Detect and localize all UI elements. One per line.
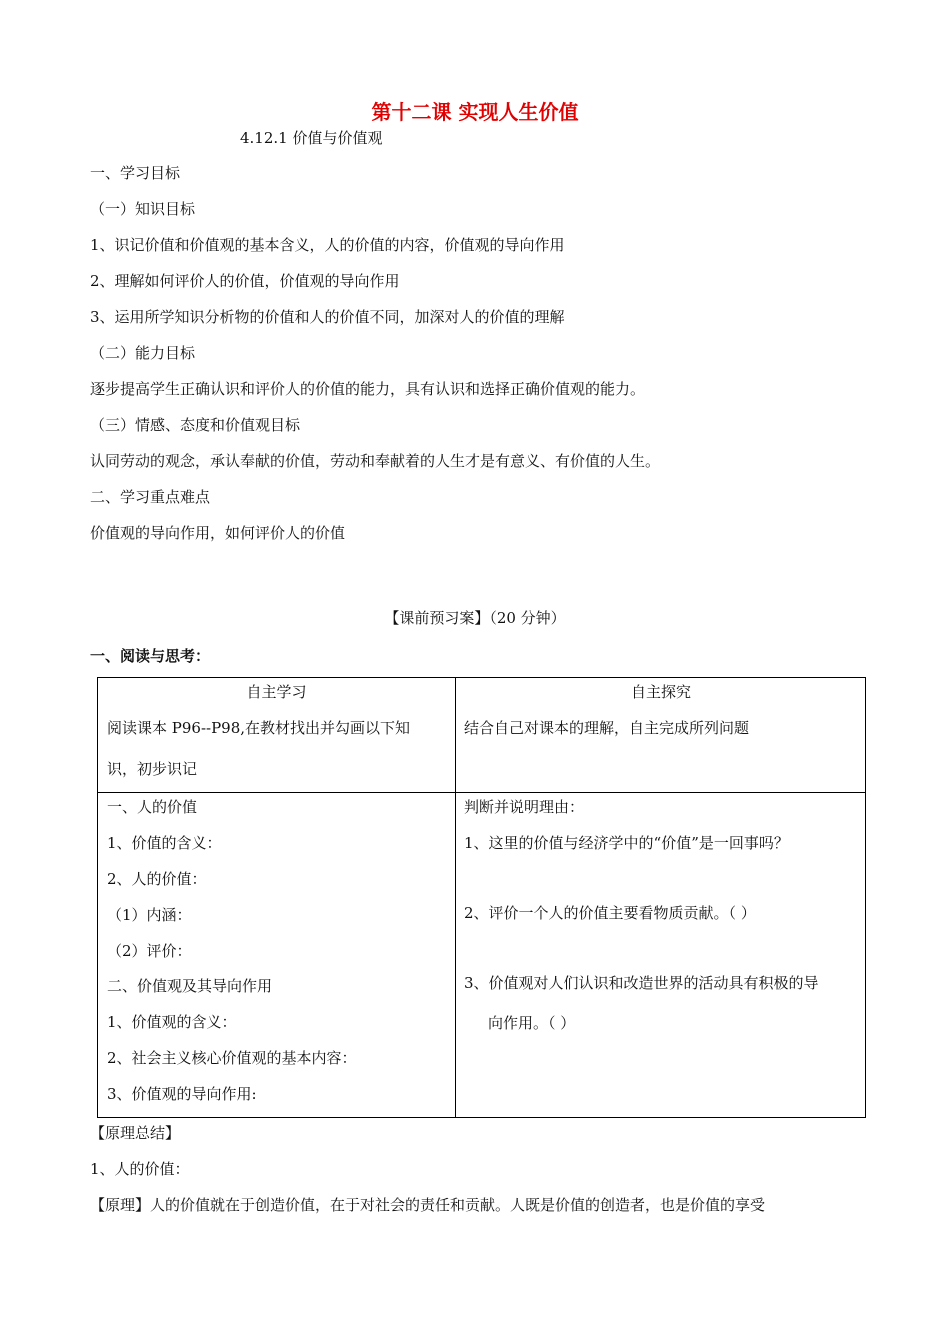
outline-item: （1）内涵： bbox=[107, 906, 192, 924]
table-column-divider bbox=[455, 678, 456, 1117]
judgement-question: 3、价值观对人们认识和改造世界的活动具有积极的导 bbox=[464, 974, 819, 992]
judgement-intro: 判断并说明理由： bbox=[464, 798, 585, 816]
table-row-divider bbox=[98, 792, 865, 793]
knowledge-item: 1、识记价值和价值观的基本含义，人的价值的内容，价值观的导向作用 bbox=[90, 236, 565, 254]
judgement-question: 向作用。（ ） bbox=[488, 1014, 576, 1032]
preview-heading: 【课前预习案】（20 分钟） bbox=[384, 609, 566, 627]
judgement-question: 1、这里的价值与经济学中的“价值”是一回事吗？ bbox=[464, 834, 789, 852]
outline-item: （2）评价： bbox=[107, 942, 192, 960]
knowledge-item: 2、理解如何评价人的价值，价值观的导向作用 bbox=[90, 272, 400, 290]
principle-paragraph bbox=[90, 1195, 765, 1215]
page-title: 第十二课 实现人生价值 bbox=[371, 100, 579, 124]
self-study-header: 自主学习 bbox=[246, 683, 307, 701]
key-points-text: 价值观的导向作用，如何评价人的价值 bbox=[90, 524, 346, 542]
principle-text: 人的价值就在于创造价值，在于对社会的责任和贡献。人既是价值的创造者，也是价值的享受 bbox=[150, 1196, 766, 1214]
lesson-subtitle: 4.12.1 价值与价值观 bbox=[240, 129, 383, 147]
self-study-instruction: 阅读课本 P96--P98,在教材找出并勾画以下知 bbox=[107, 719, 411, 737]
outline-item: 二、价值观及其导向作用 bbox=[107, 977, 273, 995]
emotion-objective-heading: （三）情感、态度和价值观目标 bbox=[90, 416, 301, 434]
outline-item: 1、价值观的含义： bbox=[107, 1013, 237, 1031]
study-table bbox=[97, 677, 866, 1118]
section-heading-key-points: 二、学习重点难点 bbox=[90, 488, 211, 506]
section-heading-objectives: 一、学习目标 bbox=[90, 164, 181, 182]
ability-objective-text: 逐步提高学生正确认识和评价人的价值的能力，具有认识和选择正确价值观的能力。 bbox=[90, 380, 646, 398]
summary-heading: 【原理总结】 bbox=[90, 1124, 181, 1142]
self-explore-header: 自主探究 bbox=[630, 683, 691, 701]
reading-thinking-heading: 一、阅读与思考： bbox=[90, 647, 211, 665]
summary-item: 1、人的价值： bbox=[90, 1160, 190, 1178]
self-study-instruction: 识，初步识记 bbox=[107, 760, 198, 778]
emotion-objective-text: 认同劳动的观念，承认奉献的价值，劳动和奉献着的人生才是有意义、有价值的人生。 bbox=[90, 452, 661, 470]
outline-item: 1、价值的含义： bbox=[107, 834, 222, 852]
outline-item: 一、人的价值 bbox=[107, 798, 198, 816]
self-explore-instruction: 结合自己对课本的理解，自主完成所列问题 bbox=[464, 719, 750, 737]
outline-item: 2、社会主义核心价值观的基本内容： bbox=[107, 1049, 357, 1067]
knowledge-item: 3、运用所学知识分析物的价值和人的价值不同，加深对人的价值的理解 bbox=[90, 308, 565, 326]
principle-label: 【原理】 bbox=[90, 1196, 151, 1214]
outline-item: 3、价值观的导向作用: bbox=[107, 1085, 257, 1103]
knowledge-objective-heading: （一）知识目标 bbox=[90, 200, 196, 218]
ability-objective-heading: （二）能力目标 bbox=[90, 344, 196, 362]
outline-item: 2、人的价值： bbox=[107, 870, 207, 888]
judgement-question: 2、评价一个人的价值主要看物质贡献。（ ） bbox=[464, 904, 756, 922]
